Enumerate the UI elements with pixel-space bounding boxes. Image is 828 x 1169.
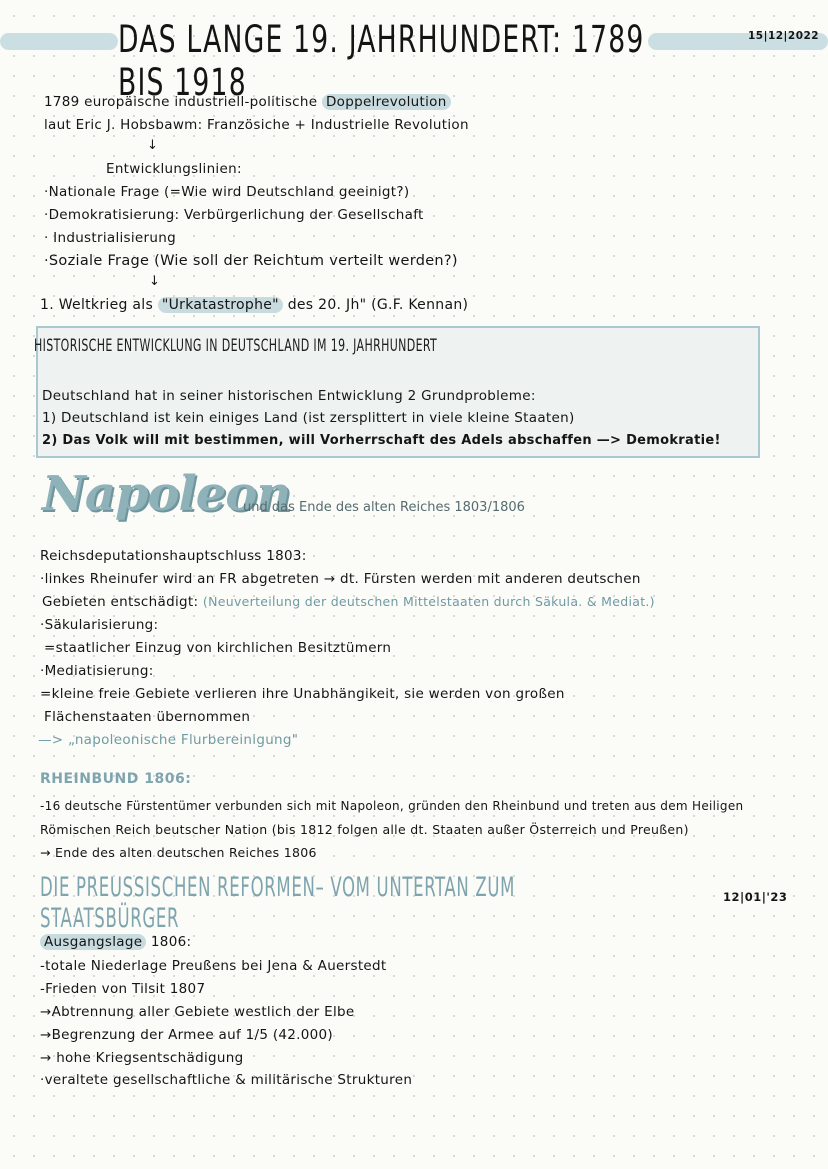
entwicklungslinie-item: ·Soziale Frage (Wie soll der Reichtum verteilt werden?)	[44, 253, 458, 269]
weltkrieg-text-end: des 20. Jh" (G.F. Kennan)	[287, 297, 469, 313]
mediatisierung-def: =kleine freie Gebiete verlieren ihre Unabhängikeit, sie werden von großen	[40, 686, 565, 702]
intro-line-1	[44, 94, 451, 110]
box-line: Deutschland hat in seiner historischen Entwicklung 2 Grundprobleme:	[42, 388, 536, 404]
rheinbund-line: -16 deutsche Fürstentümer verbunden sich mit Napoleon, gründen den Rheinbund und treten aus dem Heiligen	[40, 799, 744, 813]
reformen-date: 12|01|'23	[723, 890, 788, 904]
ausgangslage-item: -Frieden von Tilsit 1807	[40, 981, 206, 997]
box-line: 2) Das Volk will mit bestimmen, will Vorherrschaft des Adels abschaffen —> Demokratie!	[42, 433, 721, 448]
rheinbund-line: → Ende des alten deutschen Reiches 1806	[40, 845, 317, 860]
saekularisierung-heading: ·Säkularisierung:	[40, 617, 159, 633]
box-title: HISTORISCHE ENTWICKLUNG IN DEUTSCHLAND IM 19. JAHRHUNDERT	[34, 336, 438, 356]
neuverteilung-note: (Neuverteilung der deutschen Mittelstaaten durch Säkula. & Mediat.)	[202, 594, 655, 609]
doppelrevolution-highlight: Doppelrevolution	[322, 94, 451, 110]
weltkrieg-text: 1. Weltkrieg als	[40, 297, 154, 313]
rdh-line: ·linkes Rheinufer wird an FR abgetreten → dt. Fürsten werden mit anderen deutschen	[40, 571, 641, 587]
ausgangslage-item: →Abtrennung aller Gebiete westlich der Elbe	[40, 1004, 355, 1020]
rdh-heading: Reichsdeputationshauptschluss 1803:	[40, 548, 307, 564]
box-line: 1) Deutschland ist kein einiges Land (ist zersplittert in viele kleine Staaten)	[42, 410, 575, 426]
ausgangslage-item: → hohe Kriegsentschädigung	[40, 1050, 244, 1066]
entwicklungslinie-item: ·Nationale Frage (=Wie wird Deutschland geeinigt?)	[44, 184, 410, 200]
page-title: DAS LANGE 19. JAHRHUNDERT: 1789 BIS 1918	[118, 18, 645, 104]
intro-line-1-text: 1789 europäische industriell-politische	[44, 94, 318, 110]
entwicklungslinie-item: · Industrialisierung	[44, 230, 176, 246]
rheinbund-line: Römischen Reich beutscher Nation (bis 1812 folgen alle dt. Staaten außer Österreich und Preußen)	[40, 822, 689, 837]
header-band-left	[0, 33, 118, 50]
ausgangslage-item: ·veraltete gesellschaftliche & militärische Strukturen	[40, 1072, 413, 1088]
ausgangslage-year: 1806:	[150, 934, 192, 950]
intro-line-2: laut Eric J. Hobsbawm: Französiche + Industrielle Revolution	[44, 117, 469, 133]
weltkrieg-line	[40, 297, 468, 313]
entwicklungslinie-item: ·Demokratisierung: Verbürgerlichung der Gesellschaft	[44, 207, 424, 223]
urkatastrophe-highlight: "Urkatastrophe"	[158, 297, 283, 313]
flurbereinigung: —> „napoleonische Flurbereinigung"	[38, 732, 299, 748]
rheinbund-heading: RHEINBUND 1806:	[40, 771, 192, 787]
napoleon-subtitle: und das Ende des alten Reiches 1803/1806	[243, 500, 525, 515]
ausgangslage-item: -totale Niederlage Preußens bei Jena & Auerstedt	[40, 958, 387, 974]
rdh-line-2	[42, 594, 655, 610]
entwicklungslinien-heading: Entwicklungslinien:	[106, 161, 242, 177]
rdh-line-2-text: Gebieten entschädigt:	[42, 594, 199, 610]
down-arrow-icon: ↓	[149, 274, 160, 289]
header-date: 15|12|2022	[748, 30, 820, 42]
reformen-heading: DIE PREUSSISCHEN REFORMEN– VOM UNTERTAN ZUM STAATSBÜRGER	[40, 872, 516, 934]
ausgangslage-item: →Begrenzung der Armee auf 1/5 (42.000)	[40, 1027, 334, 1043]
down-arrow-icon: ↓	[147, 138, 158, 153]
ausgangslage-highlight: Ausgangslage	[40, 934, 146, 950]
mediatisierung-heading: ·Mediatisierung:	[40, 663, 154, 679]
ausgangslage-heading	[40, 934, 191, 950]
saekularisierung-def: =staatlicher Einzug von kirchlichen Besitztümern	[44, 640, 392, 656]
mediatisierung-def-2: Flächenstaaten übernommen	[44, 709, 251, 725]
napoleon-heading: Napoleon	[42, 466, 291, 522]
